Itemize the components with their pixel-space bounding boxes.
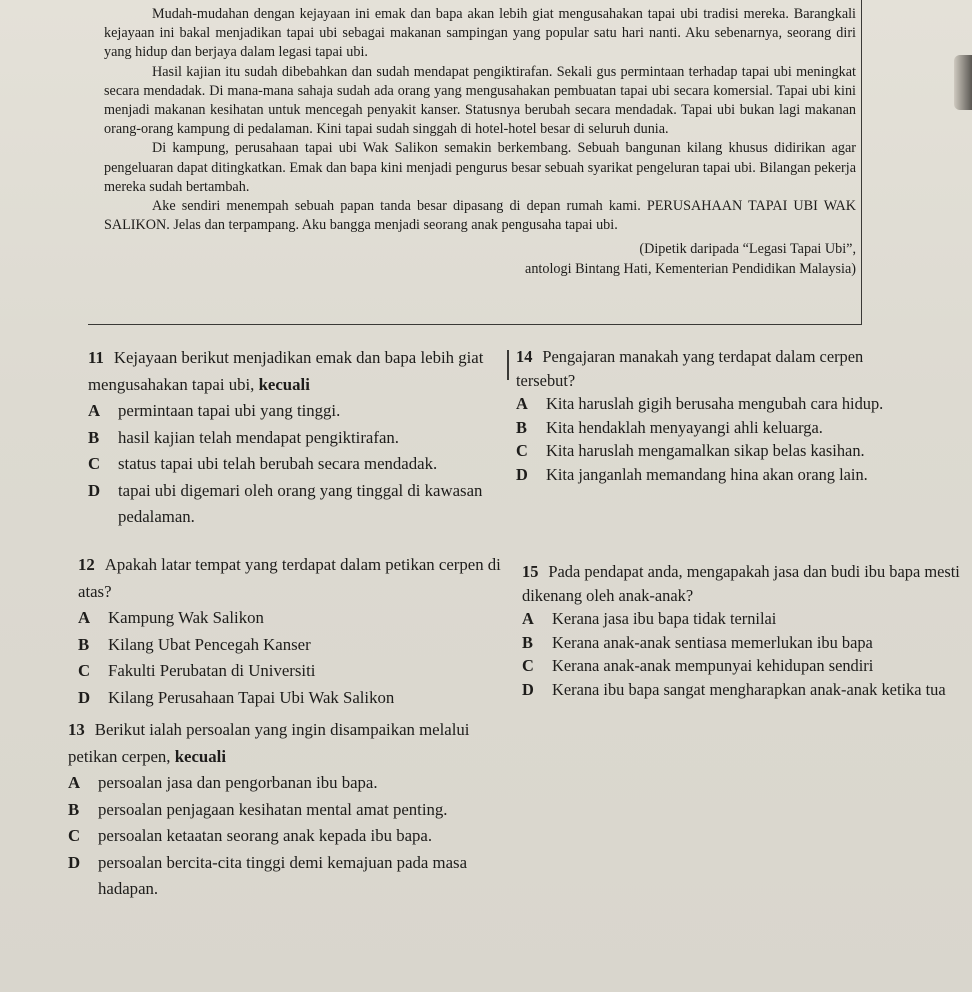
question-text: Apakah latar tempat yang terdapat dalam petikan cerpen di atas? [78, 555, 501, 601]
question-number: 13 [68, 720, 85, 739]
answer-option[interactable] [522, 607, 962, 631]
option-text: persoalan ketaatan seorang anak kepada ibu bapa. [98, 826, 433, 845]
passage-excerpt [104, 5, 856, 279]
option-text: Kita hendaklah menyayangi ahli keluarga. [546, 417, 823, 437]
citation-line: (Dipetik daripada “Legasi Tapai Ubi”, [639, 241, 856, 258]
question-number: 14 [516, 347, 533, 366]
answer-option[interactable] [516, 439, 926, 463]
answer-option[interactable] [88, 425, 500, 452]
question-keyword: kecuali [258, 374, 310, 394]
option-letter: D [78, 687, 91, 707]
option-text: Kilang Ubat Pencegah Kanser [108, 634, 311, 654]
question-11 [88, 345, 500, 531]
question-number: 15 [522, 562, 539, 581]
passage-citation [104, 239, 856, 279]
option-letter: B [522, 632, 533, 652]
question-stem [78, 552, 502, 605]
question-stem [516, 345, 926, 392]
option-letter: A [88, 401, 101, 420]
answer-option[interactable] [78, 632, 502, 659]
option-letter: A [68, 773, 81, 792]
question-15 [522, 560, 962, 701]
answer-option[interactable] [88, 398, 500, 425]
option-letter: C [68, 826, 81, 845]
option-letter: C [78, 661, 91, 680]
option-letter: D [516, 464, 528, 484]
answer-option[interactable] [68, 823, 520, 850]
option-text: Kita haruslah mengamalkan sikap belas kasihan. [546, 441, 865, 460]
answer-option[interactable] [68, 850, 520, 903]
answer-option[interactable] [516, 463, 926, 487]
option-letter: A [522, 609, 534, 628]
passage-paragraph: Hasil kajian itu sudah dibebahkan dan sudah mendapat pengiktirafan. Sekali gus permintaan terhadap tapai ubi meningkat secara mendadak. Di mana-mana sahaja sudah ada orang yang mengusahakan pembuatan tapai ubi secara komersial. Tapai ubi kini menjadi makanan kesihatan untuk mencegah penyakit kanser. Statusnya berubah secara mendadak. Tapai ubi bukan lagi makanan orang-orang kampung di pedalaman. Kini tapai sudah singgah di hotel-hotel besar di seluruh dunia. [104, 63, 856, 138]
question-13 [68, 717, 520, 903]
option-text: Kilang Perusahaan Tapai Ubi Wak Salikon [108, 687, 395, 707]
option-letter: B [88, 427, 100, 447]
option-text: Kita haruslah gigih berusaha mengubah cara hidup. [546, 394, 884, 413]
answer-option[interactable] [516, 416, 926, 440]
passage-paragraph: Di kampung, perusahaan tapai ubi Wak Salikon semakin berkembang. Sebuah bangunan kilang khusus didirikan agar pengeluaran dapat ditingkatkan. Emak dan bapa kini menjadi pengurus besar sebuah syarikat pengeluran tapai ubi. Bilangan pekerja mereka sudah bertambah. [104, 140, 856, 195]
option-text: Fakulti Perubatan di Universiti [108, 661, 316, 680]
option-text: permintaan tapai ubi yang tinggi. [118, 401, 341, 420]
question-text: Kejayaan berikut menjadikan emak dan bapa lebih giat mengusahakan tapai ubi, [88, 348, 484, 394]
answer-option[interactable] [78, 605, 502, 632]
option-letter: B [516, 417, 527, 437]
answer-option[interactable] [68, 797, 520, 824]
passage-paragraph: Mudah-mudahan dengan kejayaan ini emak dan bapa akan lebih giat mengusahakan tapai ubi tradisi mereka. Barangkali kejayaan ini bakal menjadikan tapai ubi sebagai makanan sampingan yang popular satu hari nanti. Aku sebenarnya, seorang diri yang hidup dan berjaya dalam legasi tapai ubi. [104, 6, 856, 61]
option-letter: D [88, 480, 101, 500]
option-letter: C [88, 454, 101, 473]
option-letter: A [78, 608, 91, 627]
answer-option[interactable] [88, 451, 500, 478]
question-number: 12 [78, 555, 95, 574]
option-letter: B [68, 799, 80, 819]
option-letter: C [522, 656, 534, 675]
question-stem [522, 560, 962, 607]
answer-option[interactable] [68, 770, 520, 797]
question-text: Berikut ialah persoalan yang ingin disampaikan melalui petikan cerpen, [68, 720, 470, 766]
answer-option[interactable] [516, 392, 926, 416]
question-text: Pengajaran manakah yang terdapat dalam cerpen tersebut? [516, 347, 864, 390]
option-text: Kerana jasa ibu bapa tidak ternilai [552, 609, 777, 628]
option-text: persoalan bercita-cita tinggi demi kemajuan pada masa hadapan. [98, 852, 468, 898]
answer-option[interactable] [522, 654, 962, 678]
option-text: Kerana anak-anak sentiasa memerlukan ibu bapa [552, 632, 873, 652]
page-edge-shadow [954, 55, 972, 110]
column-divider [507, 350, 509, 380]
question-text: Pada pendapat anda, mengapakah jasa dan budi ibu bapa mesti dikenang oleh anak-anak? [522, 562, 960, 605]
option-letter: D [522, 679, 534, 699]
answer-option[interactable] [522, 678, 962, 702]
question-14 [516, 345, 926, 486]
answer-option[interactable] [88, 478, 500, 531]
option-text: Kampung Wak Salikon [108, 608, 264, 627]
option-text: Kerana anak-anak mempunyai kehidupan sendiri [552, 656, 874, 675]
question-number: 11 [88, 348, 104, 367]
option-letter: D [68, 852, 81, 872]
option-letter: B [78, 634, 90, 654]
option-text: tapai ubi digemari oleh orang yang tinggal di kawasan pedalaman. [118, 480, 483, 526]
option-text: Kita janganlah memandang hina akan orang lain. [546, 464, 868, 484]
answer-option[interactable] [522, 631, 962, 655]
option-text: persoalan penjagaan kesihatan mental amat penting. [98, 799, 448, 819]
passage-paragraph: Ake sendiri menempah sebuah papan tanda besar dipasang di depan rumah kami. PERUSAHAAN TAPAI UBI WAK SALIKON. Jelas dan terpampang. Aku bangga menjadi seorang anak pengusaha tapai ubi. [104, 198, 856, 234]
option-text: Kerana ibu bapa sangat mengharapkan anak-anak ketika tua [552, 679, 946, 699]
question-stem [88, 345, 500, 398]
option-text: hasil kajian telah mendapat pengiktirafan. [118, 427, 399, 447]
question-12 [78, 552, 502, 711]
option-letter: C [516, 441, 528, 460]
option-letter: A [516, 394, 528, 413]
question-stem [68, 717, 520, 770]
answer-option[interactable] [78, 658, 502, 685]
option-text: status tapai ubi telah berubah secara mendadak. [118, 454, 438, 473]
question-keyword: kecuali [174, 746, 226, 766]
answer-option[interactable] [78, 685, 502, 712]
citation-line: antologi Bintang Hati, Kementerian Pendidikan Malaysia) [525, 261, 856, 278]
option-text: persoalan jasa dan pengorbanan ibu bapa. [98, 773, 378, 792]
